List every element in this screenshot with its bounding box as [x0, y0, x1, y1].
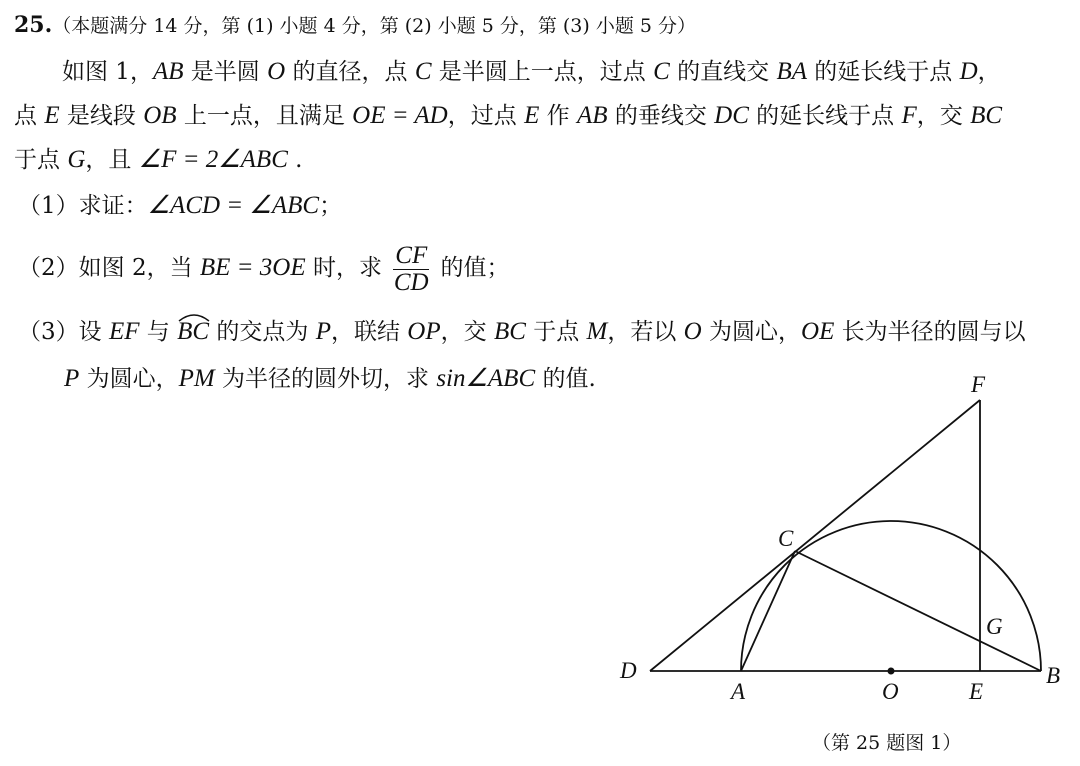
label-o: O [882, 679, 899, 704]
arc-bc: BC [177, 318, 209, 345]
line-df [650, 400, 980, 671]
label-g: G [986, 614, 1003, 639]
question-1: （1）求证：∠ACD = ∠ABC； [18, 192, 343, 219]
line-ca [741, 551, 795, 671]
question-3-line-1: （3）设 EF 与 BC 的交点为 P，联结 OP，交 BC 于点 M，若以 O 为圆心，OE 长为半径的圆与以 [18, 317, 1026, 347]
question-2: （2）如图 2，当 BE = 3OE 时，求 $\frac{CF}{CD}$ 的值； [18, 241, 510, 296]
question-number: 25. [14, 12, 53, 38]
label-b: B [1046, 663, 1061, 688]
label-a: A [731, 679, 746, 704]
label-d: D [620, 658, 637, 683]
label-e: E [969, 679, 984, 704]
label-f: F [971, 372, 986, 397]
label-c: C [778, 526, 794, 551]
fraction-cf-over-cd: $\frac{CF}{CD}$ [393, 241, 429, 296]
problem-line-2: 点 E 是线段 OB 上一点，且满足 OE = AD，过点 E 作 AB 的垂线交 DC 的延长线于点 F，交 BC [14, 102, 1003, 129]
figure-caption: （第 25 题图 1） [812, 732, 962, 754]
problem-line-3: 于点 G，且 ∠F = 2∠ABC . [14, 146, 303, 173]
line-cb [795, 551, 1041, 671]
scoring-note: （本题满分 14 分，第 (1) 小题 4 分，第 (2) 小题 5 分，第 (3) 小题 5 分） [52, 15, 697, 37]
question-3-line-2: P 为圆心，PM 为半径的圆外切，求 sin∠ABC 的值. [64, 365, 596, 392]
center-point-o [888, 668, 895, 675]
problem-line-1: 如图 1，AB 是半圆 O 的直径，点 C 是半圆上一点，过点 C 的直线交 BA 的延长线于点 D， [62, 58, 1001, 85]
